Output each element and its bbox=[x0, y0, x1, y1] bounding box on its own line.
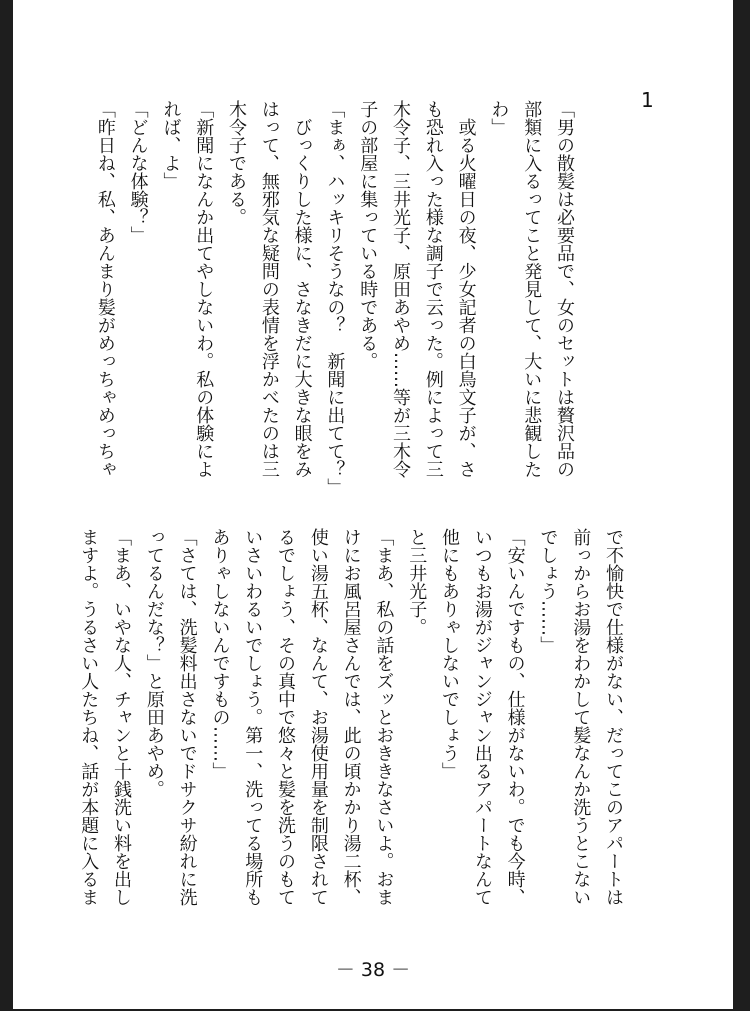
text-line: 「まあ、私の話をズッとおききなさいよ。おま bbox=[373, 528, 395, 906]
text-line: はって、無邪気な疑問の表情を浮かべたのは三 bbox=[258, 100, 280, 478]
text-line: るでしょう、その真中で悠々と髪を洗うのもて bbox=[275, 528, 297, 906]
text-line: 「まぁ、ハッキリそうなの？ 新聞に出てて？」 bbox=[324, 100, 346, 496]
page-number: － 38 － bbox=[335, 959, 411, 981]
text-line: ってるんだな？」と原田あやめ。 bbox=[143, 528, 165, 798]
text-line: 「どんな体験？」 bbox=[127, 100, 149, 244]
text-line: 「さては、洗髪料出さないでドサクサ紛れに洗 bbox=[176, 528, 198, 906]
text-line: 前っからお湯をわかして髪なんか洗うとこない bbox=[570, 528, 592, 906]
text-line: いつもお湯がジャンジャン出るアパートなんて bbox=[471, 528, 493, 906]
text-line: 木令子である。 bbox=[226, 100, 248, 226]
text-line: 使い湯五杯、なんて、お湯使用量を制限されて bbox=[307, 528, 329, 906]
text-block-lower bbox=[71, 528, 629, 908]
text-line: 子の部屋に集っている時である。 bbox=[357, 100, 379, 370]
text-line: でしょう……」 bbox=[537, 528, 559, 654]
text-line: けにお風呂屋さんでは、此の頃かかり湯二杯、 bbox=[340, 528, 362, 906]
text-line: と三井光子。 bbox=[406, 528, 428, 636]
text-line: で不愉快で仕様がない、だってこのアパートは bbox=[603, 528, 624, 906]
text-line: 「昨日ね、私、あんまり髪がめっちゃめっちゃ bbox=[94, 100, 116, 478]
text-line: 「新聞になんか出てやしないわ。私の体験によ bbox=[193, 100, 215, 478]
text-line: ありゃしないんですもの……」 bbox=[209, 528, 231, 780]
text-line: も恐れ入った様な調子で云った。例によって三 bbox=[422, 100, 444, 478]
chapter-number: 1 bbox=[641, 88, 654, 112]
text-block-upper bbox=[88, 100, 580, 496]
text-line: いさいわるいでしょう。第一、洗ってる場所も bbox=[242, 528, 264, 906]
text-line: 部類に入るってこと発見して、大いに悲観した bbox=[521, 100, 543, 478]
text-line: ますよ。うるさい人たちね、話が本題に入るま bbox=[78, 528, 100, 906]
text-line: 木令子、三井光子、原田あやめ……等が三木令 bbox=[390, 100, 412, 478]
book-page bbox=[13, 0, 733, 1009]
text-line: れば、よ」 bbox=[160, 100, 182, 190]
text-line: びっくりした様に、さなきだに大きな眼をみ bbox=[291, 100, 313, 478]
text-line: わ」 bbox=[488, 100, 510, 136]
text-line: 「男の散髪は必要品で、女のセットは贅沢品の bbox=[554, 100, 575, 478]
text-line: 「安いんですもの、仕様がないわ。でも今時、 bbox=[504, 528, 526, 906]
text-line: 他にもありゃしないでしょう」 bbox=[439, 528, 461, 780]
text-line: 或る火曜日の夜、少女記者の白鳥文子が、さ bbox=[455, 100, 477, 478]
text-line: 「まあ、いやな人、チャンと十銭洗い料を出し bbox=[111, 528, 133, 906]
